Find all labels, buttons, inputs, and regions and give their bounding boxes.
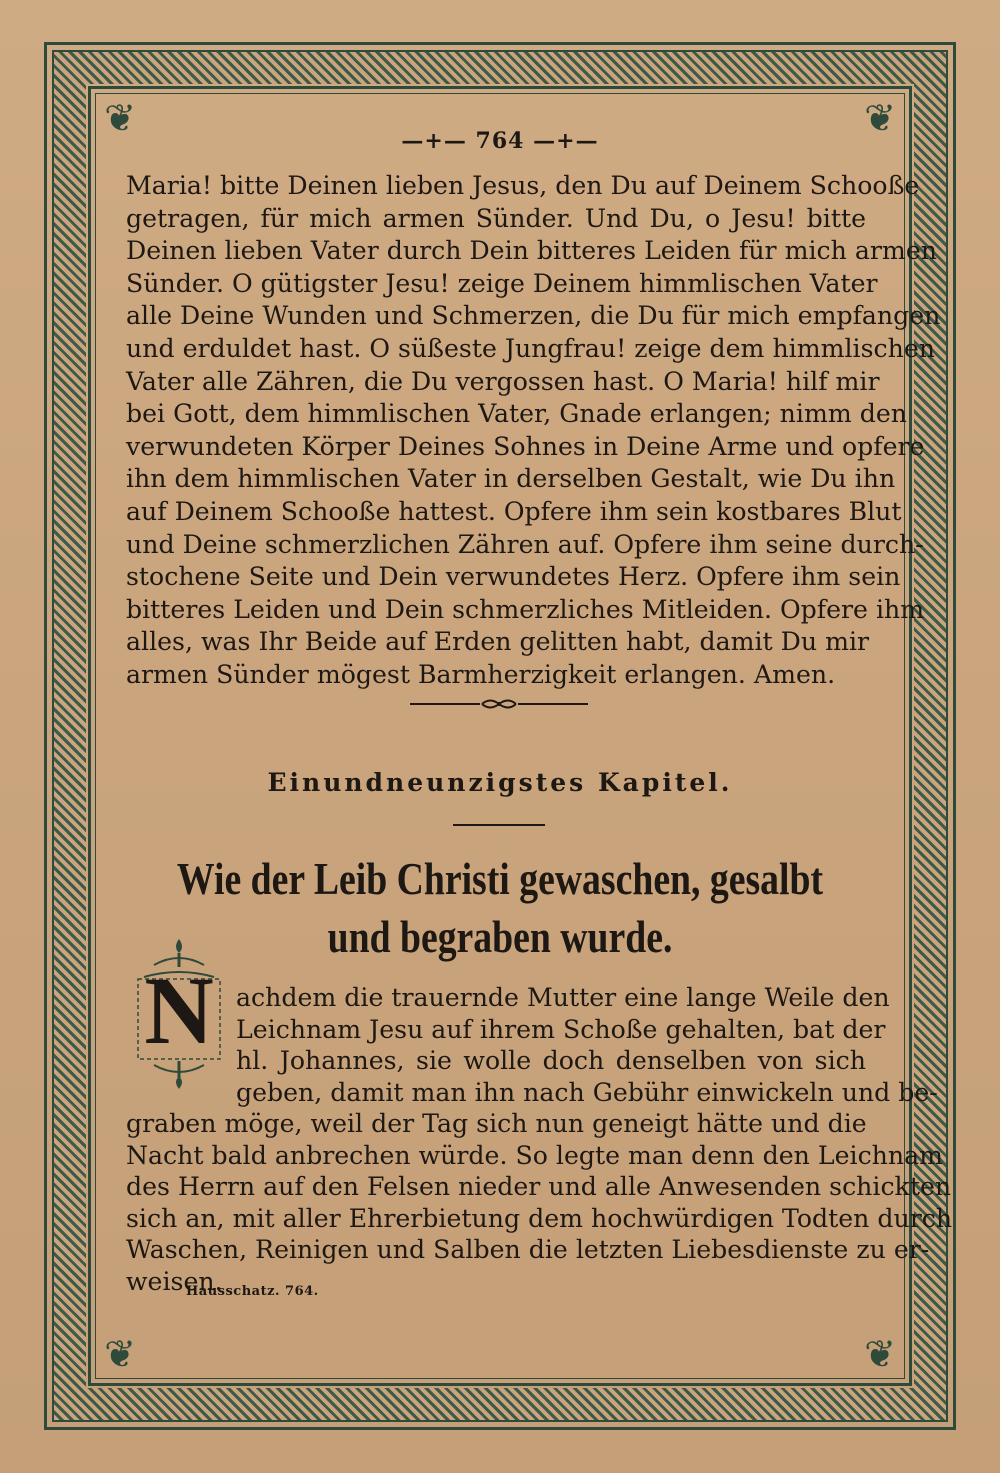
text-line: Maria! bitte Deinen lieben Jesus, den Du auf Deinem Schooße	[126, 171, 920, 200]
short-rule	[453, 824, 545, 826]
text-line: armen Sünder mögest Barmherzigkeit erlangen. Amen.	[126, 659, 836, 689]
paragraph-full-lines	[126, 1108, 953, 1298]
text-line: bei Gott, dem himmlischen Vater, Gnade erlangen; nimm den	[126, 399, 907, 429]
text-line: auf Deinem Schooße hattest. Opfere ihm sein kostbares Blut	[126, 496, 902, 526]
text-line: achdem die trauernde Mutter eine lange Weile den	[236, 983, 890, 1012]
corner-ornament-icon: ❦	[104, 96, 136, 140]
text-line: Nacht bald anbrechen würde. So legte man denn den Leichnam	[126, 1140, 944, 1170]
printer-signature: Hausschatz. 764.	[186, 1284, 319, 1299]
text-line: Waschen, Reinigen und Salben die letzten Liebesdienste zu er-	[126, 1235, 930, 1265]
text-line: verwundeten Körper Deines Sohnes in Deine Arme und opfere	[126, 431, 925, 461]
chapter-heading-line-1: Wie der Leib Christi gewaschen, gesalbt	[176, 853, 824, 904]
text-line: alle Deine Wunden und Schmerzen, die Du für mich empfangen	[126, 301, 941, 331]
text-line: des Herrn auf den Felsen nieder und alle Anwesenden schickten	[126, 1172, 952, 1202]
page-number	[0, 128, 1000, 154]
page-number-value: 764	[475, 128, 525, 154]
prayer-text	[126, 170, 941, 692]
text-line: Deinen lieben Vater durch Dein bitteres Leiden für mich armen	[126, 236, 937, 266]
text-line: ihn dem himmlischen Vater in derselben Gestalt, wie Du ihn	[126, 464, 896, 494]
chapter-heading-line-2: und begraben wurde.	[327, 911, 673, 962]
text-line: geben, damit man ihn nach Gebühr einwickeln und be-	[236, 1077, 938, 1107]
chapter-title: Einundneunzigstes Kapitel.	[267, 768, 733, 797]
text-line: Sünder. O gütigster Jesu! zeige Deinem himmlischen Vater	[126, 268, 878, 298]
corner-ornament-icon: ❦	[864, 1332, 896, 1376]
text-line: Vater alle Zähren, die Du vergossen hast. O Maria! hilf mir	[126, 366, 880, 396]
text-line: alles, was Ihr Beide auf Erden gelitten habt, damit Du mir	[126, 627, 870, 657]
text-line: und erduldet hast. O süßeste Jungfrau! zeige dem himmlischen	[126, 333, 935, 363]
decorated-initial-letter: N	[144, 957, 214, 1064]
text-line: weisen.	[126, 1266, 223, 1296]
corner-ornament-icon: ❦	[104, 1332, 136, 1376]
text-line: sich an, mit aller Ehrerbietung dem hochwürdigen Todten durch	[126, 1203, 953, 1233]
ornamental-divider-icon	[410, 697, 588, 711]
corner-ornament-icon: ❦	[864, 96, 896, 140]
text-line: hl. Johannes, sie wolle doch denselben von sich	[236, 1046, 866, 1076]
paragraph-indented-lines	[236, 982, 938, 1108]
text-line: graben möge, weil der Tag sich nun geneigt hätte und die	[126, 1109, 867, 1138]
text-line: und Deine schmerzlichen Zähren auf. Opfere ihm seine durch-	[126, 529, 924, 559]
dash-ornament-icon: —+—	[533, 128, 599, 154]
dash-ornament-icon: —+—	[401, 128, 467, 154]
text-line: Leichnam Jesu auf ihrem Schoße gehalten, bat der	[236, 1014, 886, 1044]
text-line: getragen, für mich armen Sünder. Und Du, o Jesu! bitte	[126, 203, 866, 233]
text-line: bitteres Leiden und Dein schmerzliches Mitleiden. Opfere ihm	[126, 594, 925, 624]
text-line: stochene Seite und Dein verwundetes Herz. Opfere ihm sein	[126, 562, 901, 592]
